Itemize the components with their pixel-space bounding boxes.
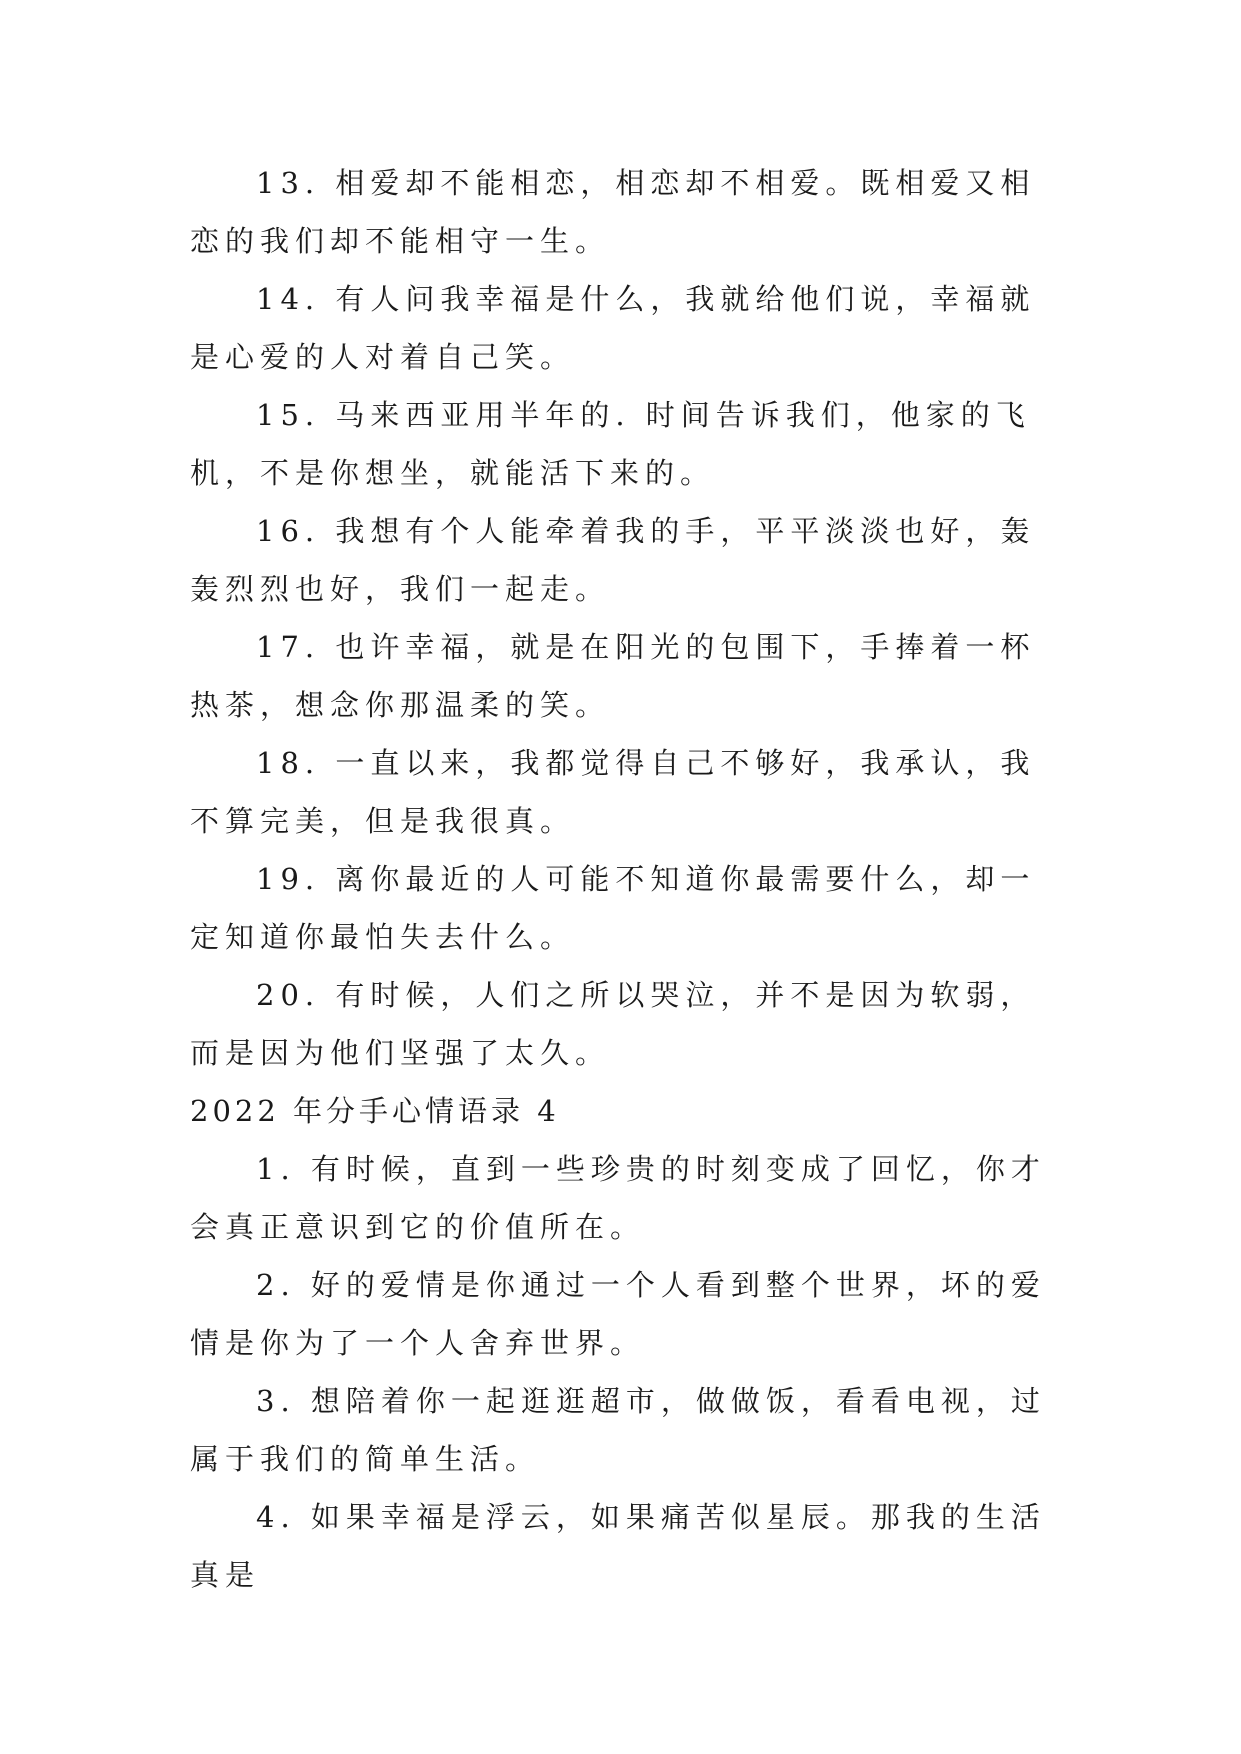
quote-1: 1. 有时候，直到一些珍贵的时刻变成了回忆，你才会真正意识到它的价值所在。 <box>190 1152 1046 1244</box>
quote-18: 18. 一直以来，我都觉得自己不够好，我承认，我不算完美，但是我很真。 <box>190 746 1036 838</box>
quote-4: 4. 如果幸福是浮云，如果痛苦似星辰。那我的生活真是 <box>190 1500 1046 1592</box>
document-body <box>190 154 1060 1604</box>
quote-16: 16. 我想有个人能牵着我的手，平平淡淡也好，轰轰烈烈也好，我们一起走。 <box>190 514 1036 606</box>
section-heading: 2022 年分手心情语录 4 <box>190 1094 560 1128</box>
quote-3: 3. 想陪着你一起逛逛超市，做做饭，看看电视，过属于我们的简单生活。 <box>190 1384 1046 1476</box>
quote-17: 17. 也许幸福，就是在阳光的包围下，手捧着一杯热茶，想念你那温柔的笑。 <box>190 630 1036 722</box>
quote-20: 20. 有时候，人们之所以哭泣，并不是因为软弱，而是因为他们坚强了太久。 <box>190 978 1036 1070</box>
quote-2: 2. 好的爱情是你通过一个人看到整个世界，坏的爱情是你为了一个人舍弃世界。 <box>190 1268 1046 1360</box>
quote-13: 13. 相爱却不能相恋，相恋却不相爱。既相爱又相恋的我们却不能相守一生。 <box>190 166 1036 258</box>
quote-15: 15. 马来西亚用半年的. 时间告诉我们，他家的飞机，不是你想坐，就能活下来的。 <box>190 398 1031 490</box>
quote-14: 14. 有人问我幸福是什么，我就给他们说，幸福就是心爱的人对着自己笑。 <box>190 282 1036 374</box>
quote-19: 19. 离你最近的人可能不知道你最需要什么，却一定知道你最怕失去什么。 <box>190 862 1036 954</box>
